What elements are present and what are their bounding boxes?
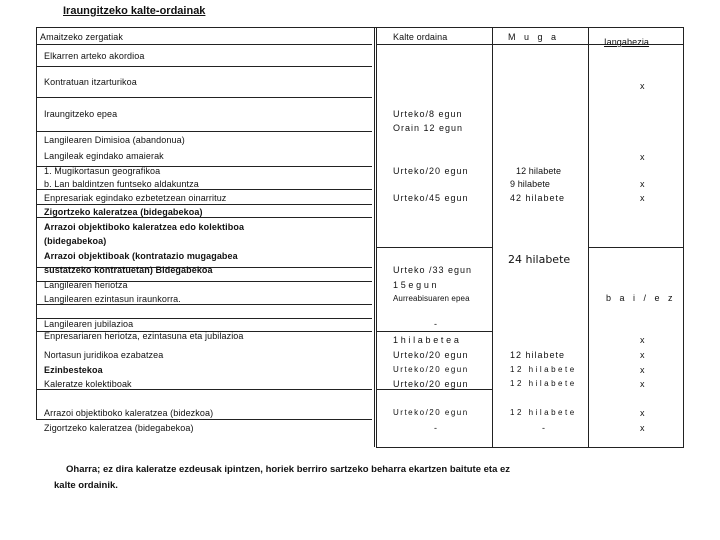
row-text: Zigortzeko kaleratzea (bidegabekoa) bbox=[44, 207, 203, 217]
row-text: Elkarren arteko akordioa bbox=[44, 51, 145, 61]
unemployment-mark: x bbox=[640, 335, 645, 345]
unemployment-mark: x bbox=[640, 193, 645, 203]
limit-value: 9 hilabete bbox=[510, 179, 551, 189]
header-causes: Amaitzeko zergatiak bbox=[40, 32, 123, 42]
unemployment-mark: x bbox=[640, 423, 645, 433]
header-limit: M u g a bbox=[508, 32, 560, 42]
unemployment-mark: x bbox=[640, 81, 645, 91]
unemployment-mark: x bbox=[640, 350, 645, 360]
limit-value: 12 hilabete bbox=[510, 379, 577, 388]
compensation-value: Urteko /33 egun bbox=[393, 265, 473, 275]
compensation-value: - bbox=[434, 319, 438, 329]
unemployment-mark: b a i / e z bbox=[606, 293, 676, 303]
row-text: Langilearen heriotza bbox=[44, 280, 128, 290]
compensation-value: Urteko/20 egun bbox=[393, 408, 469, 417]
compensation-value: - bbox=[434, 423, 438, 433]
compensation-value: 1 h i l a b e t e a bbox=[393, 335, 459, 345]
overlay-annotation: 24 hilabete bbox=[508, 253, 571, 266]
row-text: Ezinbestekoa bbox=[44, 365, 103, 375]
compensation-value: Urteko/8 egun bbox=[393, 109, 463, 119]
compensation-table bbox=[36, 27, 684, 447]
row-text: Enpresariaren heriotza, ezintasuna eta jubilazioa bbox=[44, 331, 244, 341]
limit-value: 12 hilabete bbox=[510, 350, 566, 360]
header-unemployment: Iangabezia bbox=[604, 37, 650, 47]
row-text: Langilearen Dimisioa (abandonua) bbox=[44, 135, 185, 145]
compensation-value: Urteko/45 egun bbox=[393, 193, 469, 203]
document-title: Iraungitzeko kalte-ordainak bbox=[63, 5, 206, 17]
unemployment-mark: x bbox=[640, 152, 645, 162]
row-text: Nortasun juridikoa ezabatzea bbox=[44, 350, 164, 360]
header-compensation: Kalte ordaina bbox=[393, 32, 448, 42]
limit-value: 42 hilabete bbox=[510, 193, 566, 203]
unemployment-mark: x bbox=[640, 179, 645, 189]
compensation-value: Orain 12 egun bbox=[393, 123, 464, 133]
limit-value: 12 hilabete bbox=[510, 408, 577, 417]
limit-value: 12 hilabete bbox=[516, 166, 562, 176]
row-text: Arrazoi objektiboak (kontratazio mugagabea bbox=[44, 251, 238, 261]
row-text: Arrazoi objektiboko kaleratzea (bidezkoa) bbox=[44, 408, 214, 418]
row-text: Enpresariak egindako ezbetetzean oinarrituz bbox=[44, 193, 227, 203]
compensation-value: Urteko/20 egun bbox=[393, 350, 469, 360]
compensation-value: Urteko/20 egun bbox=[393, 365, 469, 374]
row-text: Langilearen ezintasun iraunkorra. bbox=[44, 294, 181, 304]
unemployment-mark: x bbox=[640, 365, 645, 375]
footnote-line-2: kalte ordainik. bbox=[54, 480, 118, 491]
row-text: Arrazoi objektiboko kaleratzea edo kolektiboa bbox=[44, 222, 245, 232]
compensation-value: Aurreabisuaren epea bbox=[393, 294, 470, 303]
unemployment-mark: x bbox=[640, 379, 645, 389]
row-text: Zigortzeko kaleratzea (bidegabekoa) bbox=[44, 423, 194, 433]
compensation-value: Urteko/20 egun bbox=[393, 166, 469, 176]
unemployment-mark: x bbox=[640, 408, 645, 418]
compensation-value: Urteko/20 egun bbox=[393, 379, 469, 389]
row-text: 1. Mugikortasun geografikoa bbox=[44, 166, 161, 176]
row-text: b. Lan baldintzen funtseko aldakuntza bbox=[44, 179, 199, 189]
limit-value: 12 hilabete bbox=[510, 365, 577, 374]
row-text: (bidegabekoa) bbox=[44, 236, 107, 246]
row-text: Langileak egindako amaierak bbox=[44, 151, 164, 161]
row-text: Iraungitzeko epea bbox=[44, 109, 118, 119]
compensation-value: 1 5 e g u n bbox=[393, 280, 437, 290]
row-text: Langilearen jubilazioa bbox=[44, 319, 134, 329]
row-text: Kaleratze kolektiboak bbox=[44, 379, 132, 389]
row-text: sustatzeko kontratuetan) Bidegabekoa bbox=[44, 265, 213, 275]
limit-value: - bbox=[542, 423, 546, 433]
footnote-line-1: Oharra; ez dira kaleratze ezdeusak ipintzen, horiek berriro sartzeko beharra ekartzen baitute eta ez bbox=[66, 464, 511, 475]
row-text: Kontratuan itzarturikoa bbox=[44, 77, 137, 87]
